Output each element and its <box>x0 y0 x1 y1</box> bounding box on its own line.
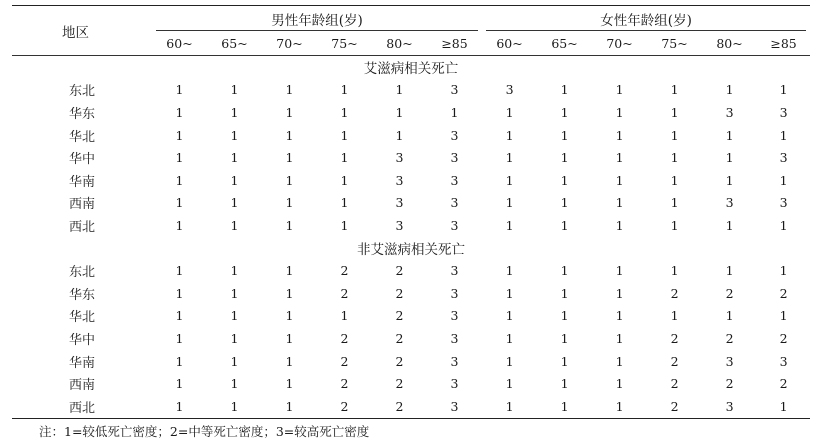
female-value-cell: 1 <box>505 195 514 211</box>
male-value-cell: 1 <box>175 330 184 346</box>
table-row <box>12 327 810 350</box>
male-value-cell: 3 <box>450 82 459 98</box>
male-value-cell: 2 <box>395 376 404 392</box>
male-value-cell: 3 <box>450 127 459 143</box>
header-row-groups <box>12 6 810 32</box>
region-cell: 西北 <box>12 395 152 418</box>
male-value-cell: 3 <box>450 308 459 324</box>
male-value-cell: 2 <box>340 263 349 279</box>
table-row <box>12 124 810 147</box>
male-value-cell: 1 <box>340 217 349 233</box>
male-value-cell: 2 <box>340 353 349 369</box>
female-value-cell: 1 <box>560 263 569 279</box>
male-value-cell: 1 <box>175 127 184 143</box>
male-value-cell: 1 <box>230 104 239 120</box>
female-value-cell: 3 <box>725 353 734 369</box>
male-group-underline <box>156 30 478 31</box>
female-value-cell: 1 <box>560 127 569 143</box>
female-age-group-header <box>482 6 810 32</box>
female-value-cell: 1 <box>670 195 679 211</box>
male-age-header-3: 75~ <box>317 31 372 56</box>
region-cell: 华中 <box>68 332 95 348</box>
male-value-cell: 1 <box>207 395 262 418</box>
region-cell: 西南 <box>68 378 95 394</box>
male-value-cell: 1 <box>175 308 184 324</box>
female-value-cell: 1 <box>505 376 514 392</box>
male-value-cell: 1 <box>230 330 239 346</box>
section-row <box>12 56 810 79</box>
male-value-cell: 1 <box>175 376 184 392</box>
female-value-cell: 2 <box>670 285 679 301</box>
region-cell: 华北 <box>68 129 95 145</box>
male-value-cell: 3 <box>395 195 404 211</box>
male-value-cell: 1 <box>340 150 349 166</box>
female-value-cell: 1 <box>670 104 679 120</box>
female-value-cell: 1 <box>615 330 624 346</box>
male-value-cell: 1 <box>340 82 349 98</box>
female-value-cell: 1 <box>725 263 734 279</box>
male-value-cell: 1 <box>230 217 239 233</box>
male-value-cell: 3 <box>450 195 459 211</box>
female-age-header-1: 65~ <box>537 31 592 56</box>
male-value-cell: 1 <box>175 172 184 188</box>
female-value-cell: 1 <box>560 82 569 98</box>
male-value-cell: 1 <box>340 127 349 143</box>
table-row <box>12 146 810 169</box>
male-age-header-1: 65~ <box>207 31 262 56</box>
male-value-cell: 1 <box>230 82 239 98</box>
female-value-cell: 3 <box>779 150 788 166</box>
female-value-cell: 2 <box>779 376 788 392</box>
male-age-header-5: ≥85 <box>427 31 482 56</box>
region-cell: 东北 <box>68 265 95 281</box>
male-value-cell: 2 <box>395 285 404 301</box>
female-value-cell: 2 <box>725 330 734 346</box>
male-value-cell: 3 <box>450 285 459 301</box>
table-row <box>12 214 810 237</box>
female-value-cell: 1 <box>505 104 514 120</box>
table-row <box>12 282 810 305</box>
female-value-cell: 2 <box>670 353 679 369</box>
female-value-cell: 3 <box>779 353 788 369</box>
female-value-cell: 1 <box>615 150 624 166</box>
female-value-cell: 1 <box>505 263 514 279</box>
male-value-cell: 1 <box>450 104 459 120</box>
female-value-cell: 1 <box>560 195 569 211</box>
female-value-cell: 3 <box>779 104 788 120</box>
female-value-cell: 1 <box>505 172 514 188</box>
male-value-cell: 1 <box>230 263 239 279</box>
female-value-cell: 1 <box>560 104 569 120</box>
female-age-header-5: ≥85 <box>757 31 810 56</box>
section-title: 艾滋病相关死亡 <box>363 61 459 78</box>
male-value-cell: 3 <box>450 353 459 369</box>
male-value-cell: 1 <box>285 308 294 324</box>
male-age-header-0: 60~ <box>152 31 207 56</box>
female-value-cell: 1 <box>670 217 679 233</box>
female-value-cell: 1 <box>725 217 734 233</box>
male-value-cell: 2 <box>395 263 404 279</box>
male-value-cell: 1 <box>285 172 294 188</box>
male-value-cell: 1 <box>262 395 317 418</box>
mortality-density-table <box>12 5 810 419</box>
male-value-cell: 1 <box>285 127 294 143</box>
female-value-cell: 1 <box>560 308 569 324</box>
female-value-cell: 3 <box>505 82 514 98</box>
table-footnote: 注：1=较低死亡密度；2=中等死亡密度；3=较高死亡密度 <box>39 424 370 439</box>
female-value-cell: 3 <box>702 395 757 418</box>
female-value-cell: 1 <box>505 127 514 143</box>
female-value-cell: 1 <box>615 263 624 279</box>
male-value-cell: 1 <box>285 217 294 233</box>
male-value-cell: 2 <box>395 353 404 369</box>
female-value-cell: 1 <box>560 172 569 188</box>
male-value-cell: 1 <box>175 217 184 233</box>
male-value-cell: 1 <box>175 285 184 301</box>
female-value-cell: 1 <box>725 150 734 166</box>
male-value-cell: 1 <box>285 263 294 279</box>
male-value-cell: 3 <box>450 217 459 233</box>
table-row <box>12 169 810 192</box>
female-value-cell: 2 <box>779 330 788 346</box>
female-value-cell: 1 <box>779 308 788 324</box>
table-row <box>12 192 810 215</box>
table-row <box>12 350 810 373</box>
male-value-cell: 1 <box>230 308 239 324</box>
female-value-cell: 1 <box>592 395 647 418</box>
male-value-cell: 1 <box>152 395 207 418</box>
female-value-cell: 1 <box>615 172 624 188</box>
male-value-cell: 1 <box>395 104 404 120</box>
female-value-cell: 3 <box>725 195 734 211</box>
male-age-header-4: 80~ <box>372 31 427 56</box>
male-value-cell: 1 <box>230 195 239 211</box>
female-value-cell: 2 <box>647 395 702 418</box>
male-value-cell: 3 <box>450 376 459 392</box>
female-value-cell: 1 <box>560 285 569 301</box>
region-cell: 西北 <box>68 219 95 235</box>
section-row <box>12 237 810 260</box>
female-value-cell: 1 <box>779 172 788 188</box>
female-value-cell: 1 <box>725 172 734 188</box>
female-value-cell: 1 <box>779 82 788 98</box>
male-value-cell: 3 <box>395 172 404 188</box>
table-row <box>12 79 810 102</box>
female-value-cell: 1 <box>670 308 679 324</box>
female-value-cell: 1 <box>560 353 569 369</box>
female-value-cell: 1 <box>615 308 624 324</box>
male-value-cell: 3 <box>450 172 459 188</box>
female-value-cell: 1 <box>779 217 788 233</box>
male-value-cell: 1 <box>230 172 239 188</box>
region-cell: 西南 <box>68 197 95 213</box>
male-value-cell: 1 <box>230 285 239 301</box>
male-value-cell: 1 <box>285 285 294 301</box>
female-value-cell: 1 <box>725 82 734 98</box>
female-value-cell: 3 <box>725 104 734 120</box>
female-value-cell: 1 <box>670 263 679 279</box>
male-value-cell: 1 <box>175 82 184 98</box>
female-age-header-4: 80~ <box>702 31 757 56</box>
region-column-header: 地区 <box>12 6 152 56</box>
female-value-cell: 1 <box>670 172 679 188</box>
female-value-cell: 1 <box>615 217 624 233</box>
region-cell: 华南 <box>68 355 95 371</box>
male-value-cell: 1 <box>285 195 294 211</box>
female-value-cell: 1 <box>615 285 624 301</box>
female-group-underline <box>486 30 806 31</box>
female-value-cell: 1 <box>615 353 624 369</box>
male-value-cell: 1 <box>175 195 184 211</box>
male-age-group-header <box>152 6 482 32</box>
male-value-cell: 1 <box>175 150 184 166</box>
male-value-cell: 1 <box>285 150 294 166</box>
male-value-cell: 1 <box>340 308 349 324</box>
table-row <box>12 395 810 418</box>
female-value-cell: 1 <box>615 82 624 98</box>
female-value-cell: 2 <box>670 376 679 392</box>
female-age-header-3: 75~ <box>647 31 702 56</box>
male-value-cell: 1 <box>230 150 239 166</box>
male-value-cell: 1 <box>175 263 184 279</box>
female-value-cell: 1 <box>560 376 569 392</box>
female-value-cell: 1 <box>757 395 810 418</box>
male-value-cell: 1 <box>395 82 404 98</box>
female-value-cell: 1 <box>615 104 624 120</box>
section-title: 非艾滋病相关死亡 <box>357 242 466 259</box>
table-row <box>12 101 810 124</box>
male-value-cell: 2 <box>340 330 349 346</box>
male-value-cell: 1 <box>285 104 294 120</box>
region-cell: 华东 <box>68 287 95 303</box>
region-cell: 华南 <box>68 174 95 190</box>
table-row <box>12 372 810 395</box>
male-value-cell: 1 <box>285 82 294 98</box>
female-value-cell: 3 <box>779 195 788 211</box>
male-value-cell: 2 <box>340 376 349 392</box>
male-value-cell: 1 <box>340 104 349 120</box>
male-value-cell: 1 <box>340 195 349 211</box>
female-value-cell: 1 <box>670 82 679 98</box>
female-value-cell: 1 <box>505 308 514 324</box>
male-value-cell: 1 <box>285 330 294 346</box>
female-value-cell: 1 <box>505 285 514 301</box>
female-value-cell: 1 <box>615 127 624 143</box>
male-age-group-label: 男性年龄组(岁) <box>271 12 363 29</box>
male-value-cell: 2 <box>372 395 427 418</box>
male-value-cell: 2 <box>395 308 404 324</box>
female-value-cell: 1 <box>505 353 514 369</box>
male-age-header-2: 70~ <box>262 31 317 56</box>
male-value-cell: 3 <box>450 263 459 279</box>
female-value-cell: 1 <box>505 217 514 233</box>
female-value-cell: 2 <box>725 285 734 301</box>
male-value-cell: 1 <box>230 353 239 369</box>
male-value-cell: 3 <box>395 150 404 166</box>
female-value-cell: 1 <box>505 150 514 166</box>
female-value-cell: 2 <box>725 376 734 392</box>
male-value-cell: 1 <box>285 376 294 392</box>
male-value-cell: 3 <box>450 150 459 166</box>
male-value-cell: 3 <box>427 395 482 418</box>
region-cell: 华北 <box>68 310 95 326</box>
female-value-cell: 1 <box>482 395 537 418</box>
female-value-cell: 1 <box>560 217 569 233</box>
male-value-cell: 2 <box>317 395 372 418</box>
male-value-cell: 2 <box>340 285 349 301</box>
male-value-cell: 1 <box>175 353 184 369</box>
female-value-cell: 1 <box>615 376 624 392</box>
male-value-cell: 3 <box>395 217 404 233</box>
region-cell: 华中 <box>68 152 95 168</box>
female-value-cell: 1 <box>670 127 679 143</box>
male-value-cell: 1 <box>285 353 294 369</box>
female-value-cell: 1 <box>537 395 592 418</box>
female-value-cell: 1 <box>560 150 569 166</box>
male-value-cell: 1 <box>395 127 404 143</box>
female-age-group-label: 女性年龄组(岁) <box>600 12 692 29</box>
male-value-cell: 3 <box>450 330 459 346</box>
female-value-cell: 1 <box>779 263 788 279</box>
region-cell: 华东 <box>68 106 95 122</box>
female-value-cell: 1 <box>725 308 734 324</box>
female-age-header-0: 60~ <box>482 31 537 56</box>
male-value-cell: 1 <box>230 127 239 143</box>
female-value-cell: 1 <box>779 127 788 143</box>
male-value-cell: 1 <box>175 104 184 120</box>
female-value-cell: 1 <box>615 195 624 211</box>
female-value-cell: 1 <box>725 127 734 143</box>
female-value-cell: 1 <box>670 150 679 166</box>
male-value-cell: 2 <box>395 330 404 346</box>
female-value-cell: 1 <box>560 330 569 346</box>
table-row <box>12 305 810 328</box>
male-value-cell: 1 <box>340 172 349 188</box>
table-body <box>12 56 810 419</box>
female-value-cell: 2 <box>670 330 679 346</box>
female-value-cell: 2 <box>779 285 788 301</box>
male-value-cell: 1 <box>230 376 239 392</box>
region-cell: 东北 <box>68 84 95 100</box>
female-value-cell: 1 <box>505 330 514 346</box>
female-age-header-2: 70~ <box>592 31 647 56</box>
table-row <box>12 259 810 282</box>
